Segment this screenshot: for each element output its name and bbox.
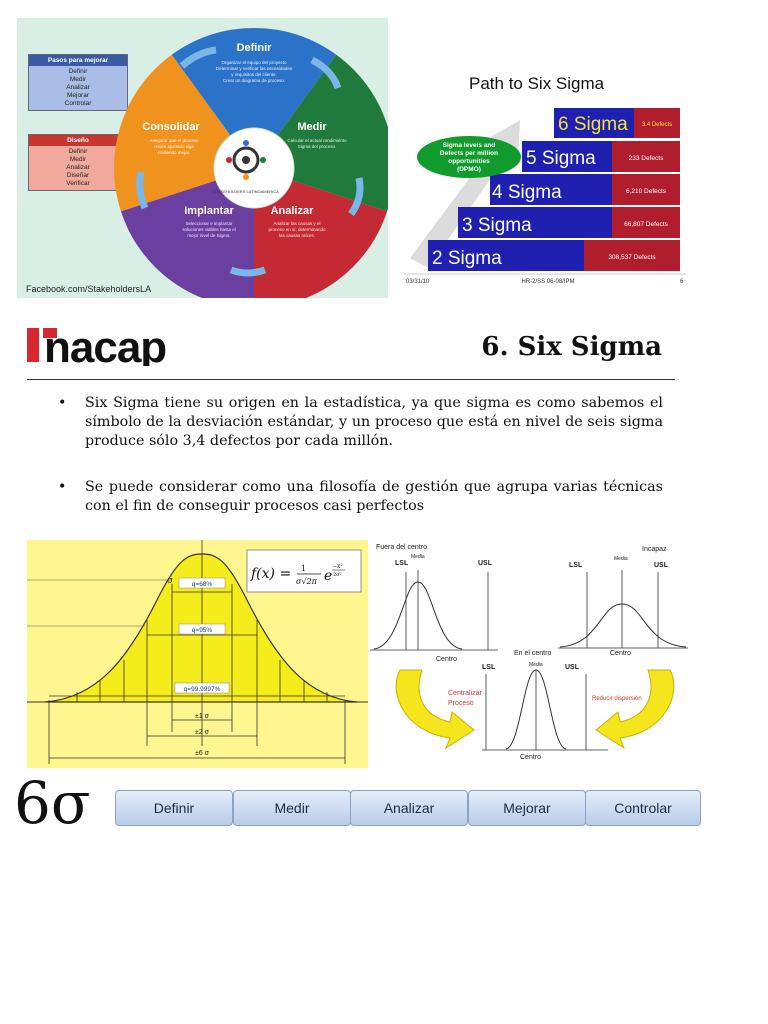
svg-text:e: e	[324, 568, 333, 584]
segment-desc: Determinar y verificar las necesidades	[215, 66, 293, 71]
label-off-center: Fuera del centro	[376, 544, 427, 551]
flow-step-definir: Definir	[115, 790, 233, 826]
label-usl: USL	[478, 560, 492, 567]
stair-label: 4 Sigma	[492, 182, 562, 203]
design-item: Verificar	[66, 180, 90, 187]
label-centro: Centro	[610, 650, 632, 657]
segment-desc: las causas raíces.	[278, 233, 316, 238]
bullet-origin	[58, 394, 663, 451]
stair-defects: 308,537 Defects	[608, 254, 656, 261]
svg-text:1: 1	[301, 564, 307, 573]
segment-desc: soluciones viables hasta el	[182, 227, 236, 232]
stair-label: 2 Sigma	[432, 248, 502, 269]
segment-desc: Asegurar que el proceso	[149, 138, 199, 143]
label-reduce-dispersion: Reducir dispersión	[592, 696, 642, 702]
range-label: ±1 σ	[195, 713, 209, 720]
bullet-dot-icon: •	[58, 479, 67, 495]
design-item: Diseñar	[66, 172, 90, 179]
bell-curve-graphic	[27, 540, 368, 768]
design-item: Definir	[68, 148, 88, 155]
stair-defects: 66,807 Defects	[624, 221, 668, 228]
label-usl: USL	[565, 664, 579, 671]
inacap-logo	[27, 322, 197, 371]
center-caption: STAKEHOLDERS LATINOAMERICA	[213, 189, 279, 194]
label-usl: USL	[654, 562, 668, 569]
steps-item: Controlar	[64, 100, 92, 107]
process-centering-figure	[370, 542, 695, 768]
bubble-text: Sigma levels and	[442, 142, 496, 149]
label-centralize: Centralizar	[448, 690, 482, 697]
bullet-philosophy	[58, 478, 663, 516]
bubble-text: (DPMO)	[457, 166, 481, 173]
header-divider	[27, 379, 675, 380]
segment-desc: Calcular el actual rendimiento	[287, 138, 347, 143]
bullet-dot-icon: •	[58, 395, 67, 411]
reduce-arrow-icon	[596, 670, 674, 748]
stairs-footer-page: 6	[680, 279, 684, 285]
segment-desc: y requisitos del cliente.	[231, 72, 277, 77]
range-label: ±6 σ	[195, 750, 209, 757]
sigma-symbol: σ	[167, 576, 174, 586]
six-sigma-symbol: 6σ	[14, 769, 91, 837]
flow-step-controlar: Controlar	[585, 790, 701, 826]
stairs-title: Path to Six Sigma	[469, 74, 605, 93]
stair-label: 3 Sigma	[462, 215, 532, 236]
segment-desc: recién ajustado siga	[153, 144, 195, 149]
bubble-text: opportunities	[448, 158, 490, 165]
steps-item: Analizar	[66, 84, 90, 91]
flow-step-mejorar: Mejorar	[468, 790, 586, 826]
segment-desc: Crear un diagrama de proceso.	[222, 78, 286, 83]
segment-desc: Seleccionar e implantar	[185, 221, 233, 226]
stair-defects: 6,210 Defects	[625, 188, 667, 195]
segment-desc: rindiendo mejor.	[157, 150, 191, 155]
path-to-six-sigma-figure	[402, 68, 692, 288]
cycle-arrow-icon	[231, 270, 265, 273]
segment-label-analizar: Analizar	[270, 205, 314, 217]
segment-label-implantar: Implantar	[184, 205, 234, 217]
bullet-text: Six Sigma tiene su origen en la estadística, ya que sigma es como sabemos el símbolo de la desviación estándar, y un proceso que está en nivel de seis sigma produce sólo 3,4 defectos por cada millón.	[85, 395, 663, 449]
svg-text:−x²: −x²	[332, 563, 343, 570]
band-label: q=99,9997%	[183, 686, 221, 693]
inacap-logo-icon	[27, 322, 197, 366]
band-label: q=68%	[191, 581, 213, 588]
svg-text:2σ²: 2σ²	[333, 572, 342, 578]
flow-step-medir: Medir	[233, 790, 351, 826]
steps-item: Definir	[68, 68, 88, 75]
label-centro: Centro	[520, 754, 542, 761]
bubble-text: Defects per million	[439, 150, 499, 157]
design-item: Analizar	[66, 164, 90, 171]
label-media: Media	[411, 554, 425, 560]
label-lsl: LSL	[395, 560, 409, 567]
label-media: Media	[614, 556, 628, 562]
design-box-header: Diseño	[29, 135, 127, 146]
segment-desc: Analizar las causas y el	[273, 221, 321, 226]
facebook-link[interactable]: Facebook.com/StakeholdersLA	[26, 284, 152, 294]
stair-defects: 3.4 Defects	[641, 122, 673, 128]
stairs-footer-date: 03/31/10	[406, 279, 430, 285]
normal-distribution-figure	[27, 540, 368, 768]
stairs-graphic	[402, 68, 692, 288]
dmaic-cycle-figure	[17, 18, 388, 298]
stair-label: 6 Sigma	[558, 114, 628, 135]
cycle-wheel	[17, 18, 388, 298]
segment-desc: Organizar el equipo del proyecto	[221, 60, 287, 65]
label-centralize: Proceso	[448, 700, 474, 707]
label-media: Media	[529, 662, 543, 668]
segment-desc: Sigma del proceso.	[297, 144, 337, 149]
steps-item: Medir	[69, 76, 87, 83]
label-incapable: Incapaz	[642, 546, 667, 553]
label-lsl: LSL	[569, 562, 583, 569]
segment-label-consolidar: Consolidar	[142, 121, 200, 133]
centralize-arrow-icon	[396, 670, 474, 748]
segment-desc: proceso en sí, determinando	[268, 227, 326, 232]
dmaic-flow	[14, 769, 714, 842]
formula-lhs: f(x) =	[251, 566, 292, 582]
range-label: ±2 σ	[195, 729, 209, 736]
segment-label-medir: Medir	[297, 121, 327, 133]
band-label: q=95%	[191, 627, 213, 634]
design-item: Medir	[69, 156, 87, 163]
label-centered: En el centro	[514, 650, 552, 657]
label-lsl: LSL	[482, 664, 496, 671]
steps-box-header: Pasos para mejorar	[29, 55, 127, 66]
bullet-text: Se puede considerar como una filosofía de gestión que agrupa varias técnicas con el fin de conseguir procesos casi perfectos	[85, 479, 663, 514]
page-title: 6. Six Sigma	[481, 332, 662, 362]
segment-label-definir: Definir	[236, 42, 272, 54]
segment-desc: mejor nivel de Sigma.	[187, 233, 231, 238]
stair-defects: 233 Defects	[628, 155, 664, 162]
steps-item: Mejorar	[66, 92, 90, 99]
stairs-footer-ref: HR-2/SS 06-08/IPM	[521, 279, 575, 285]
svg-text:σ√2π: σ√2π	[296, 577, 317, 586]
stair-label: 5 Sigma	[526, 148, 596, 169]
label-centro: Centro	[436, 656, 458, 663]
flow-step-analizar: Analizar	[350, 790, 468, 826]
logo-text: nacap	[44, 323, 167, 366]
